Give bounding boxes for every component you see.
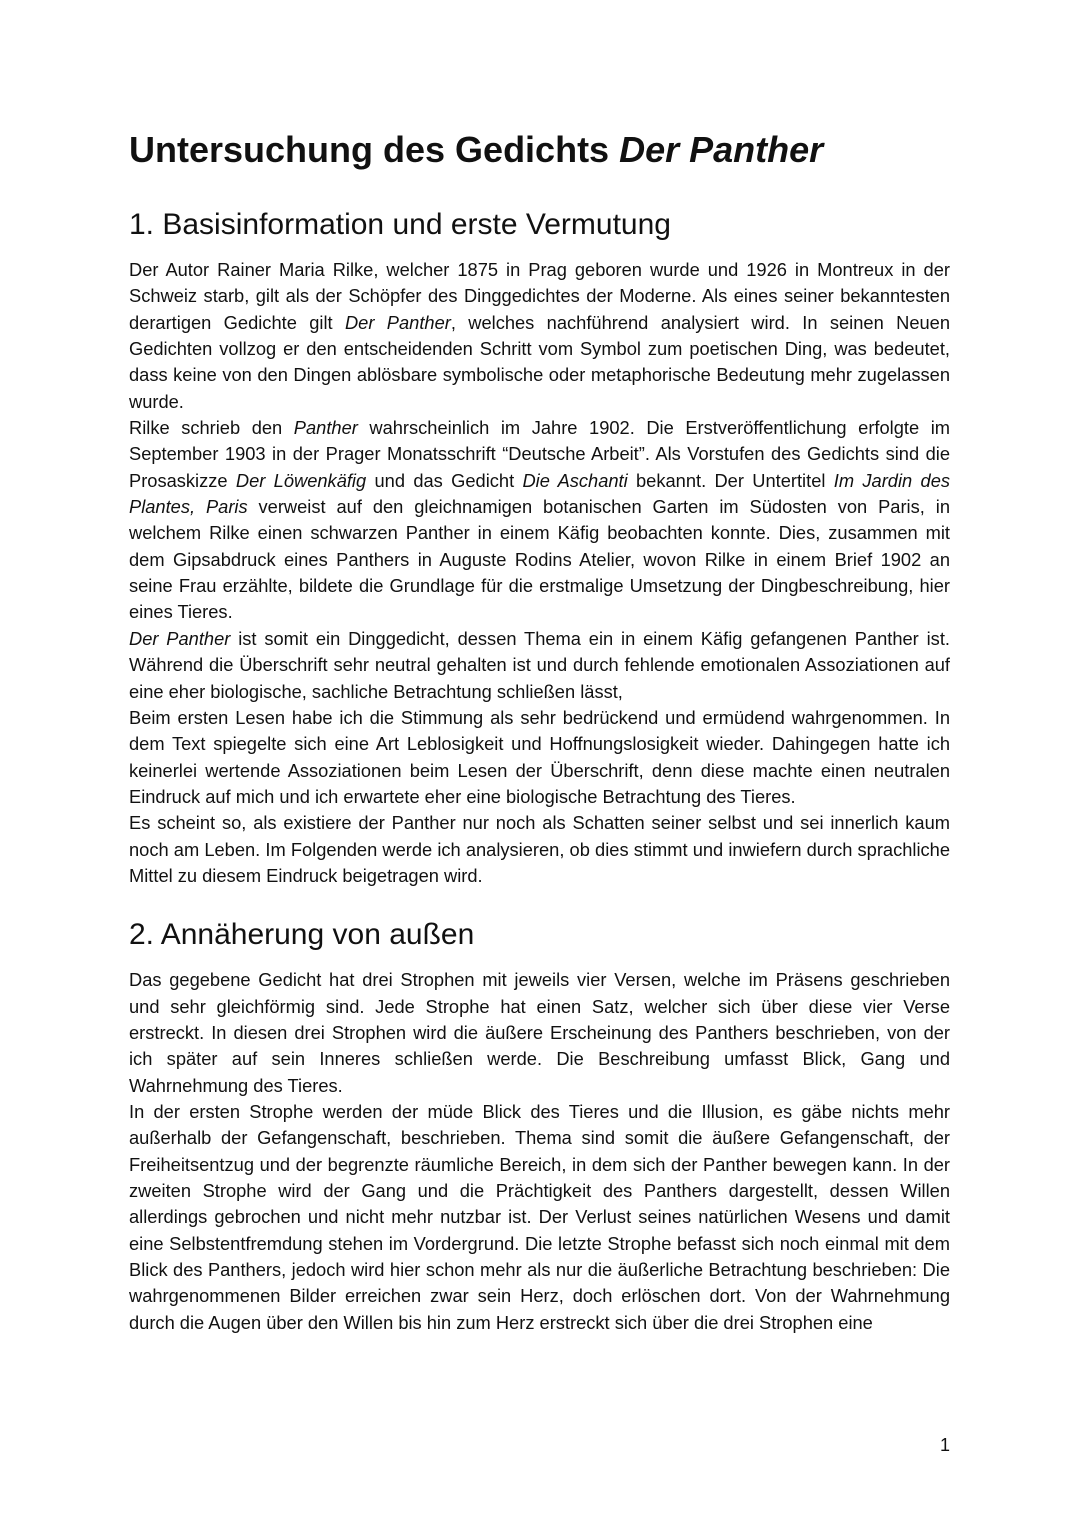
italic-run: Im Jardin des Plantes, Paris <box>129 469 951 518</box>
paragraph <box>129 415 950 626</box>
section-heading-2: 2. Annäherung von außen <box>129 918 475 952</box>
text-run: wahrscheinlich im Jahre 1902. Die Erstveröffentlichung erfolgte im September 1903 in der Prager Monatsschrift “Deutsche Arbeit”. Als Vorstufen des Gedichts sind die Prosaskizze <box>129 417 951 491</box>
section-heading-1: 1. Basisinformation und erste Vermutung <box>129 208 671 241</box>
page-number: 1 <box>939 1435 950 1455</box>
text-run: Beim ersten Lesen habe ich die Stimmung als sehr bedrückend und ermüdend wahrgenommen. In dem Text spiegelte sich eine Art Leblosigkeit und Hoffnungslosigkeit wieder. Dahingegen hatte ich keinerlei wertende Assoziationen beim Lesen der Überschrift, denn diese machte einen neutralen Eindruck auf mich und ich erwartete eher eine biologische Betrachtung des Tieres. <box>129 706 950 807</box>
paragraph <box>129 967 950 1099</box>
text-run: Der Autor Rainer Maria Rilke, welcher 1875 in Prag geboren wurde und 1926 in Montreux in der Schweiz starb, gilt als der Schöpfer des Dinggedichtes der Moderne. Als eines seiner bekanntesten derartigen Gedichte gilt <box>129 259 950 333</box>
text-run: , welches nachführend analysiert wird. In seinen Neuen Gedichten vollzog er den entscheidenden Schritt vom Symbol zum poetischen Ding, was bedeutet, dass keine von den Dingen ablösbare symbolische oder metaphorische Bedeutung mehr zugelassen wurde. <box>129 311 950 412</box>
italic-run: Panther <box>293 417 358 439</box>
title-italic: Der Panther <box>619 129 824 170</box>
paragraph <box>129 257 950 415</box>
text-run: In der ersten Strophe werden der müde Blick des Tieres und die Illusion, es gäbe nichts mehr außerhalb der Gefangenschaft, beschrieben. Thema sind somit die äußere Gefangenschaft, der Freiheitsentzug und der begrenzte räumliche Bereich, in dem sich der Panther bewegen kann. In der zweiten Strophe wird der Gang und die Prächtigkeit des Panthers dargestellt, dessen Willen allerdings gebrochen und nicht mehr nutzbar ist. Der Verlust seines natürlichen Wesens und damit eine Selbstentfremdung stehen im Vordergrund. Die letzte Strophe befasst sich noch einmal mit dem Blick des Panthers, jedoch wird hier schon mehr als nur die äußerliche Betrachtung beschrieben: Die wahrgenommenen Bilder erreichen zwar sein Herz, doch erlöschen dort. Von der Wahrnehmung durch die Augen über den Willen bis hin zum Herz erstreckt sich über die drei Strophen eine <box>129 1100 950 1333</box>
section-body-1 <box>129 257 950 889</box>
paragraph <box>129 1099 950 1336</box>
page-content <box>129 128 950 1336</box>
text-run: Das gegebene Gedicht hat drei Strophen mit jeweils vier Versen, welche im Präsens geschrieben und sehr gleichförmig sind. Jede Strophe hat einen Satz, welcher sich über diese vier Verse erstreckt. In diesen drei Strophen wird die äußere Erscheinung des Panthers beschrieben, von der ich später auf sein Inneres schließen werde. Die Beschreibung umfasst Blick, Gang und Wahrnehmung des Tieres. <box>129 969 950 1096</box>
text-run: und das Gedicht <box>366 469 523 491</box>
italic-run: Der Löwenkäfig <box>235 469 367 491</box>
paragraph <box>129 810 950 889</box>
text-run: Es scheint so, als existiere der Panther nur noch als Schatten seiner selbst und sei innerlich kaum noch am Leben. Im Folgenden werde ich analysieren, ob dies stimmt und inwiefern durch sprachliche Mittel zu diesem Eindruck beigetragen wird. <box>129 812 950 886</box>
title-main: Untersuchung des Gedichts <box>129 129 620 170</box>
italic-run: Der Panther <box>129 627 231 649</box>
text-run: verweist auf den gleichnamigen botanischen Garten im Südosten von Paris, in welchem Rilke einen schwarzen Panther in einem Käfig beobachten konnte. Dies, zusammen mit dem Gipsabdruck eines Panthers in Auguste Rodins Atelier, wovon Rilke in einem Brief 1902 an seine Frau erzählte, bildete die Grundlage für die erstmalige Umsetzung der Dingbeschreibung, hier eines Tieres. <box>129 496 950 623</box>
text-run: bekannt. Der Untertitel <box>627 469 834 491</box>
italic-run: Der Panther <box>344 311 451 333</box>
italic-run: Die Aschanti <box>522 469 628 491</box>
paragraph <box>129 705 950 810</box>
text-run: Rilke schrieb den <box>129 417 294 439</box>
page-title <box>129 128 950 172</box>
paragraph <box>129 626 950 705</box>
text-run: ist somit ein Dinggedicht, dessen Thema ein in einem Käfig gefangenen Panther ist. Während die Überschrift sehr neutral gehalten ist und durch fehlende emotionalen Assoziationen auf eine eher biologische, sachliche Betrachtung schließen lässt, <box>129 627 950 702</box>
section-body-2 <box>129 967 950 1336</box>
